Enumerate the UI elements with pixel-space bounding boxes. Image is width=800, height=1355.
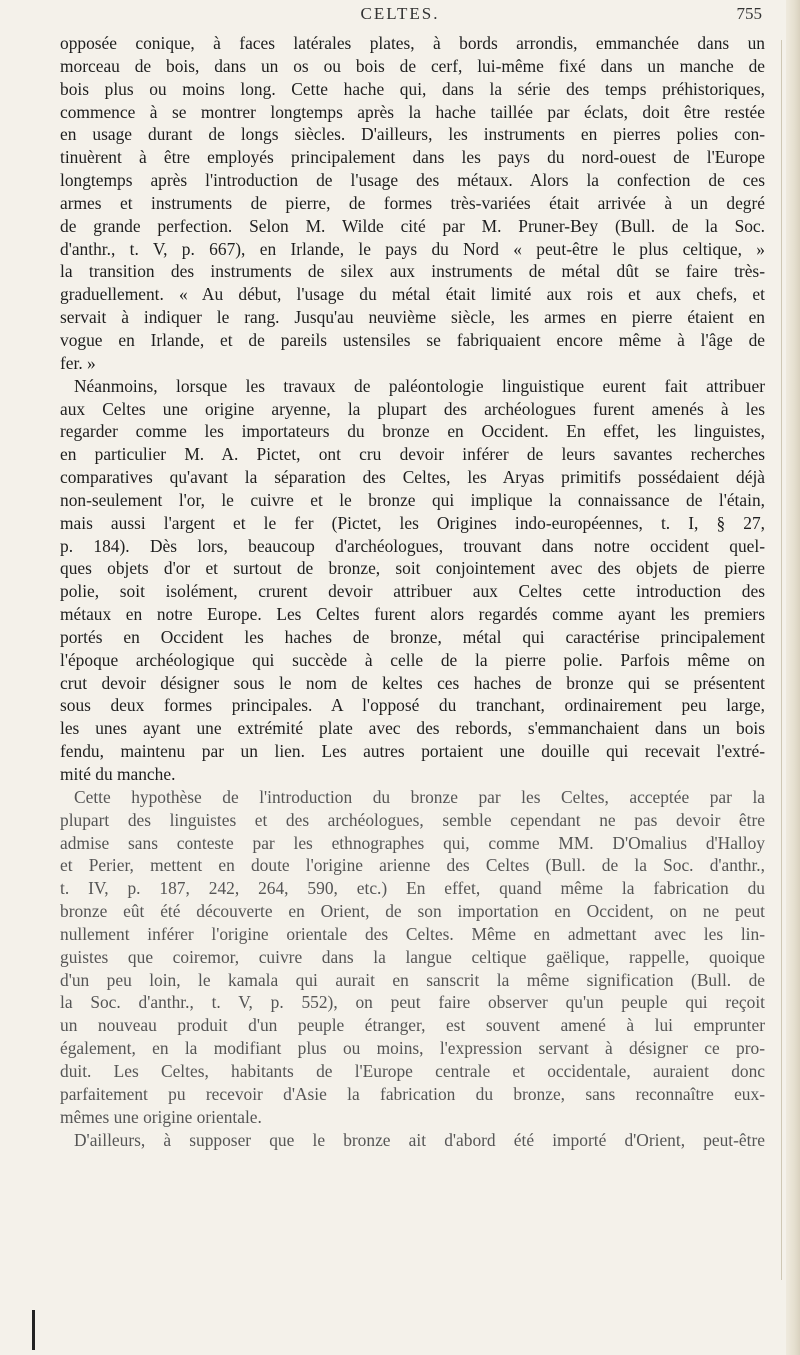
text-line: commence à se montrer longtemps après la hache taillée par éclats, doit être restée xyxy=(60,101,765,122)
text-line: t. IV, p. 187, 242, 264, 590, etc.) En effet, quand même la fabrication du xyxy=(60,878,765,899)
text-line: bois plus ou moins long. Cette hache qui, dans la série des temps préhistoriques, xyxy=(60,78,765,99)
text-line: la transition des instruments de silex aux instruments de métal dût se faire très- xyxy=(60,261,765,282)
text-line: un nouveau produit d'un peuple étranger, est souvent amené à lui emprunter xyxy=(60,1015,765,1036)
text-line: l'époque archéologique qui succède à celle de la pierre polie. Parfois même on xyxy=(60,649,765,670)
text-line: p. 184). Dès lors, beaucoup d'archéologues, trouvant dans notre occident quel- xyxy=(60,535,765,556)
text-line: parfaitement pu recevoir d'Asie la fabrication du bronze, sans reconnaître eux- xyxy=(60,1083,765,1104)
text-line: d'anthr., t. V, p. 667), en Irlande, le pays du Nord « peut-être le plus celtique, » xyxy=(60,238,765,259)
text-line: vogue en Irlande, et de pareils ustensiles se fabriquaient encore même à l'âge de xyxy=(60,329,765,350)
text-line: polie, soit isolément, crurent devoir attribuer aux Celtes cette introduction des xyxy=(60,581,765,602)
text-line: regarder comme les importateurs du bronze en Occident. En effet, les linguistes, xyxy=(60,421,765,442)
text-line: crut devoir désigner sous le nom de keltes ces haches de bronze qui se présentent xyxy=(60,672,765,693)
text-line: mêmes une origine orientale. xyxy=(60,1106,262,1127)
text-line: les unes ayant une extrémité plate avec des rebords, s'emmanchaient dans un bois xyxy=(60,718,765,739)
page-edge-rule xyxy=(781,40,782,1280)
text-line: graduellement. « Au début, l'usage du métal était limité aux rois et aux chefs, et xyxy=(60,284,765,305)
text-line: mité du manche. xyxy=(60,764,176,784)
binding-mark xyxy=(32,1310,35,1350)
text-line: duit. Les Celtes, habitants de l'Europe centrale et occidentale, auraient donc xyxy=(60,1060,765,1081)
text-line: non-seulement l'or, le cuivre et le bronze qui implique la connaissance de l'étain, xyxy=(60,489,765,510)
text-line: armes et instruments de pierre, de formes très-variées était arrivée à un degré xyxy=(60,192,765,213)
text-line: de grande perfection. Selon M. Wilde cité par M. Pruner-Bey (Bull. de la Soc. xyxy=(60,215,765,236)
text-line: bronze eût été découverte en Orient, de son importation en Occident, on ne peut xyxy=(60,901,765,922)
text-line: métaux en notre Europe. Les Celtes furent alors regardés comme ayant les premiers xyxy=(60,604,765,625)
text-line: ques objets d'or et surtout de bronze, soit conjointement avec des objets de pierre xyxy=(60,558,765,579)
text-line: aux Celtes une origine aryenne, la plupart des archéologues furent amenés à les xyxy=(60,398,765,419)
text-line: admise sans conteste par les ethnographes qui, comme MM. D'Omalius d'Halloy xyxy=(60,832,765,853)
text-line: portés en Occident les haches de bronze, métal qui caractérise principalement xyxy=(60,626,765,647)
text-line: la Soc. d'anthr., t. V, p. 552), on peut faire observer qu'un peuple qui reçoit xyxy=(60,992,765,1013)
text-line: également, en la modifiant plus ou moins, l'expression servant à désigner ce pro- xyxy=(60,1038,765,1059)
text-line: nullement inférer l'origine orientale des Celtes. Même en admettant avec les lin- xyxy=(60,923,765,944)
text-line: plupart des linguistes et des archéologues, semble cependant ne pas devoir être xyxy=(60,809,765,830)
text-line: servait à indiquer le rang. Jusqu'au neuvième siècle, les armes en pierre étaient en xyxy=(60,307,765,328)
text-line: d'un peu loin, le kamala qui aurait en sanscrit la même signification (Bull. de xyxy=(60,969,765,990)
text-line: en usage durant de longs siècles. D'ailleurs, les instruments en pierres polies con- xyxy=(60,124,765,145)
text-line: Cette hypothèse de l'introduction du bronze par les Celtes, acceptée par la xyxy=(74,786,765,807)
text-line: fendu, maintenu par un lien. Les autres portaient une douille qui recevait l'extré- xyxy=(60,741,765,762)
text-line: D'ailleurs, à supposer que le bronze ait d'abord été importé d'Orient, peut-être xyxy=(74,1129,765,1150)
text-line: comparatives qu'avant la séparation des Celtes, les Aryas primitifs possédaient déjà xyxy=(60,467,765,488)
text-line: en particulier M. A. Pictet, ont cru devoir inférer de leurs savantes recherches xyxy=(60,444,765,465)
page-edge xyxy=(786,0,800,1355)
text-line: et Perier, mettent en doute l'origine arienne des Celtes (Bull. de la Soc. d'anthr., xyxy=(60,855,765,876)
running-head xyxy=(0,4,800,26)
text-line: morceau de bois, dans un os ou bois de cerf, lui-même fixé dans un manche de xyxy=(60,55,765,76)
text-line: tinuèrent à être employés principalement dans les pays du nord-ouest de l'Europe xyxy=(60,147,765,168)
running-title: CELTES. xyxy=(360,4,440,23)
text-line: mais aussi l'argent et le fer (Pictet, les Origines indo-européennes, t. I, § 27, xyxy=(60,512,765,533)
text-line: Néanmoins, lorsque les travaux de paléontologie linguistique eurent fait attribuer xyxy=(74,375,765,396)
page-number: 755 xyxy=(736,4,762,23)
text-line: longtemps après l'introduction de l'usage des métaux. Alors la confection de ces xyxy=(60,170,765,191)
text-line: fer. » xyxy=(60,352,96,373)
text-line: sous deux formes principales. A l'opposé du tranchant, ordinairement peu large, xyxy=(60,695,765,716)
text-line: opposée conique, à faces latérales plates, à bords arrondis, emmanchée dans un xyxy=(60,33,765,53)
body-text xyxy=(60,32,765,1151)
text-line: guistes que coiremor, cuivre dans la langue celtique gaëlique, rappelle, quoique xyxy=(60,946,765,967)
